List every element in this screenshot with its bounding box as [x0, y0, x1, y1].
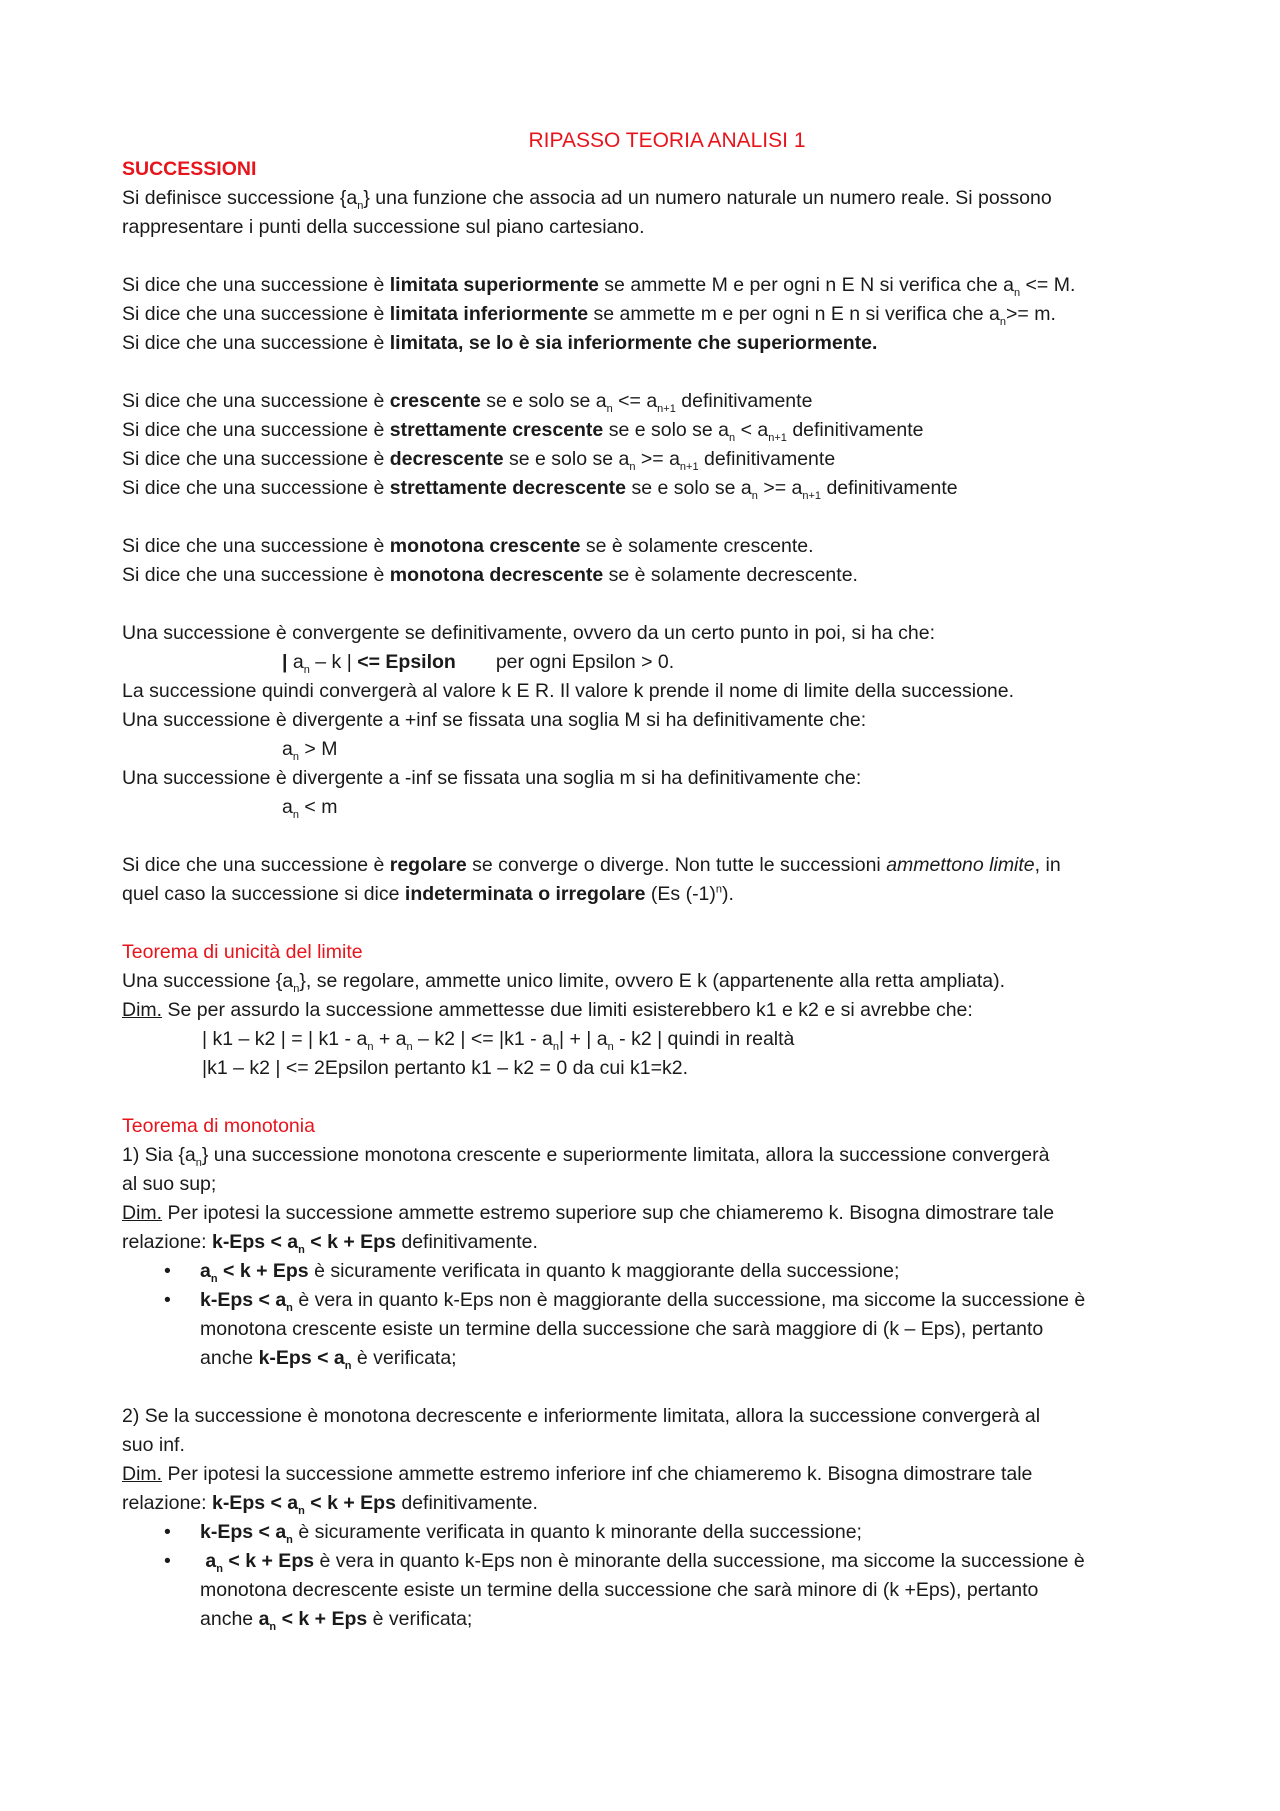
- theorem-heading: Teorema di unicità del limite: [122, 941, 363, 963]
- bullet-icon: •: [164, 1289, 171, 1311]
- paragraph: suo inf.: [122, 1434, 185, 1456]
- paragraph: Si dice che una successione è regolare se converge o diverge. Non tutte le successioni ammettono limite, in: [122, 854, 1061, 876]
- bullet-icon: •: [164, 1260, 171, 1282]
- paragraph: relazione: $k-Eps < a_n < k$ + Eps definitivamente.: [122, 1231, 538, 1256]
- proof-line: Dim. Se per assurdo la successione ammettesse due limiti esisterebbero k1 e k2 e si avrebbe che:: [122, 999, 973, 1021]
- formula-line: |k1 – k2 | <= 2Epsilon pertanto k1 – k2 = 0 da cui k1=k2.: [202, 1057, 689, 1079]
- definition-line: Si dice che una successione è crescente se e solo se $a_n <= a_{n+1}$ definitivamente: [122, 390, 813, 415]
- paragraph: Una successione è convergente se definitivamente, ovvero da un certo punto in poi, si ha che:: [122, 622, 935, 644]
- section-heading: SUCCESSIONI: [122, 158, 257, 180]
- list-item-continuation: monotona decrescente esiste un termine della successione che sarà minore di (k +Eps), pertanto: [200, 1579, 1039, 1601]
- paragraph: Una successione è divergente a -inf se fissata una soglia m si ha definitivamente che:: [122, 767, 862, 789]
- definition-line: Si dice che una successione è limitata inferiormente se ammette m e per ogni n E n si verifica che $a_n>= m$.: [122, 303, 1056, 328]
- paragraph: Una successione $\{a_n\}$, se regolare, ammette unico limite, ovvero E k (appartenente alla retta ampliata).: [122, 970, 1006, 995]
- definition-line: Si dice che una successione è limitata superiormente se ammette M e per ogni n E N si verifica che $a_n <= M$.: [122, 274, 1076, 299]
- page-title: RIPASSO TEORIA ANALISI 1: [528, 129, 806, 152]
- paragraph: rappresentare i punti della successione sul piano cartesiano.: [122, 216, 645, 238]
- formula-line: $a_n < m$: [282, 796, 338, 821]
- list-item: • $a_n < k$ + Eps è vera in quanto k-Eps non è minorante della successione, ma siccome la successione è: [122, 1547, 1172, 1576]
- formula-line: $a_n > M$: [282, 738, 338, 763]
- paragraph: La successione quindi convergerà al valore k E R. Il valore k prende il nome di limite della successione.: [122, 680, 1015, 702]
- paragraph: Una successione è divergente a +inf se fissata una soglia M si ha definitivamente che:: [122, 709, 867, 731]
- bullet-icon: •: [164, 1550, 171, 1572]
- list-item-continuation: anche $k-Eps < a_n$ è verificata;: [200, 1347, 457, 1372]
- proof-line: Dim. Per ipotesi la successione ammette estremo inferiore inf che chiameremo k. Bisogna dimostrare tale: [122, 1463, 1033, 1485]
- definition-line: Si dice che una successione è decrescente se e solo se $a_n >= a_{n+1}$ definitivamente: [122, 448, 836, 473]
- definition-line: Si dice che una successione è limitata, se lo è sia inferiormente che superiormente.: [122, 332, 878, 354]
- formula-line: | $a_n$ – k | <= Epsilon per ogni Epsilon > 0.: [282, 651, 675, 676]
- paragraph: Si definisce successione $\{a_n\}$ una funzione che associa ad un numero naturale un numero reale. Si possono: [122, 187, 1052, 212]
- definition-line: Si dice che una successione è monotona crescente se è solamente crescente.: [122, 535, 814, 557]
- list-item-continuation: anche $a_n < k$ + Eps è verificata;: [200, 1608, 473, 1633]
- definition-line: Si dice che una successione è strettamente decrescente se e solo se $a_n >= a_{n+1}$ definitivamente: [122, 477, 958, 502]
- list-item: • $k-Eps < a_n$ è vera in quanto k-Eps non è maggiorante della successione, ma siccome la successione è: [122, 1286, 1172, 1315]
- list-item-continuation: monotona crescente esiste un termine della successione che sarà maggiore di (k – Eps), pertanto: [200, 1318, 1044, 1340]
- bullet-icon: •: [164, 1521, 171, 1543]
- definition-line: Si dice che una successione è monotona decrescente se è solamente decrescente.: [122, 564, 858, 586]
- theorem-heading: Teorema di monotonia: [122, 1115, 315, 1137]
- paragraph: 2) Se la successione è monotona decrescente e inferiormente limitata, allora la successione convergerà al: [122, 1405, 1041, 1427]
- paragraph: quel caso la successione si dice indeterminata o irregolare (Es $(-1)^n$).: [122, 883, 734, 905]
- paragraph: relazione: $k-Eps < a_n < k$ + Eps definitivamente.: [122, 1492, 538, 1517]
- list-item: • $k-Eps < a_n$ è sicuramente verificata in quanto k minorante della successione;: [122, 1518, 1172, 1547]
- formula-line: | k1 – k2 | = | $k1 - a_n + a_n - k2$ | <= $|k1 - a_n|$ + | $a_n - k2$ | quindi in realtà: [202, 1028, 795, 1053]
- definition-line: Si dice che una successione è strettamente crescente se e solo se $a_n < a_{n+1}$ definitivamente: [122, 419, 924, 444]
- paragraph: al suo sup;: [122, 1173, 217, 1195]
- proof-line: Dim. Per ipotesi la successione ammette estremo superiore sup che chiameremo k. Bisogna dimostrare tale: [122, 1202, 1055, 1224]
- document-page: [122, 126, 1172, 1634]
- paragraph: 1) Sia $\{a_n\}$ una successione monotona crescente e superiormente limitata, allora la successione convergerà: [122, 1144, 1050, 1169]
- list-item: • $a_n < k$ + Eps è sicuramente verificata in quanto k maggiorante della successione;: [122, 1257, 1172, 1286]
